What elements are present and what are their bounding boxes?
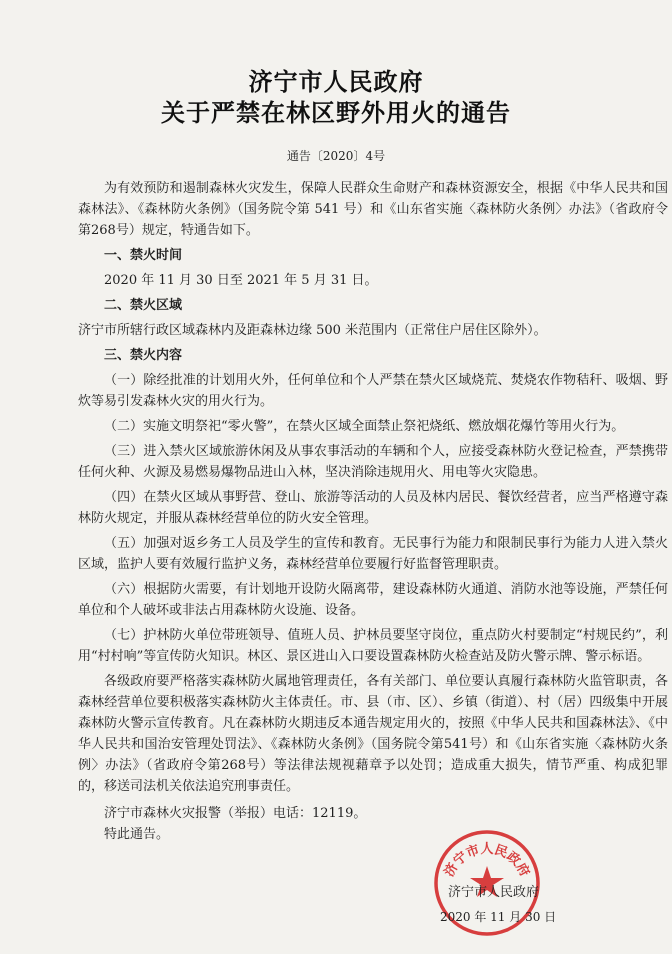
section-heading-area: 二、禁火区域 [104, 298, 183, 313]
content-item: （四）在禁火区域从事野营、登山、旅游等活动的人员及林内居民、餐饮经营者，应当严格遵守森林防火规定，并服从森林经营单位的防火安全管理。 [78, 490, 668, 526]
closing-paragraph: 各级政府要严格落实森林防火属地管理责任，各有关部门、单位要认真履行森林防火监管职责，各森林经营单位要积极落实森林防火主体责任。市、县（市、区）、乡镇（街道）、村（居）四级集中开展森林防火警示宣传教育。凡在森林防火期违反本通告规定用火的，按照《中华人民共和国森林法》、《中华人民共和国治安管理处罚法》、《森林防火条例》（国务院令第541号）和《山东省实施〈森林防火条例〉办法》（省政府令第268号）等法律法规视藉章予以处罚；造成重大损失，情节严重、构成犯罪的，移送司法机关依法追究刑事责任。 [78, 674, 668, 794]
intro-paragraph: 为有效预防和遏制森林火灾发生，保障人民群众生命财产和森林资源安全，根据《中华人民共和国森林法》、《森林防火条例》（国务院令第 541 号）和《山东省实施〈森林防火条例〉办法》（省政府令第268号）规定，特通告如下。 [78, 181, 668, 238]
content-item: （七）护林防火单位带班领导、值班人员、护林员要坚守岗位，重点防火村要制定“村规民约”，利用“村村响”等宣传防火知识。林区、景区进山入口要设置森林防火检查站及防火警示牌、警示标语。 [78, 628, 668, 664]
content-item: （二）实施文明祭祀“零火警”，在禁火区域全面禁止祭祀烧纸、燃放烟花爆竹等用火行为。 [104, 419, 625, 434]
hotline-text: 济宁市森林火灾报警（举报）电话：12119。 [104, 806, 367, 821]
section-text-area: 济宁市所辖行政区域森林内及距森林边缘 500 米范围内（正常住户居住区除外）。 [78, 323, 547, 338]
notice-body [78, 178, 668, 849]
seal-text: 济宁市人民政府 [441, 842, 533, 880]
content-item: （一）除经批准的计划用火外，任何单位和个人严禁在禁火区域烧荒、焚烧农作物秸秆、吸烟、野炊等易引发森林火灾的用火行为。 [78, 373, 668, 409]
title-line-2: 关于严禁在林区野外用火的通告 [161, 99, 511, 127]
content-item: （六）根据防火需要，有计划地开设防火隔离带，建设森林防火通道、消防水池等设施，严禁任何单位和个人破坏或非法占用森林防火设施、设备。 [78, 582, 668, 618]
content-item: （三）进入禁火区域旅游休闲及从事农事活动的车辆和个人，应接受森林防火登记检查，严禁携带任何火种、火源及易燃易爆物品进山入林，坚决消除违规用火、用电等火灾隐患。 [78, 444, 668, 480]
signature-date: 2020 年 11 月 30 日 [440, 910, 557, 924]
section-heading-time: 一、禁火时间 [104, 248, 183, 263]
document-number: 通告〔2020〕4号 [286, 149, 386, 163]
content-item: （五）加强对返乡务工人员及学生的宣传和教育。无民事行为能力和限制民事行为能力人进入禁火区域，监护人要有效履行监护义务，森林经营单位要履行好监督管理职责。 [78, 536, 668, 572]
section-heading-content: 三、禁火内容 [104, 348, 183, 363]
end-text: 特此通告。 [104, 827, 170, 842]
signature-organization: 济宁市人民政府 [448, 885, 540, 900]
section-text-time: 2020 年 11 月 30 日至 2021 年 5 月 31 日。 [104, 273, 378, 288]
title-line-1: 济宁市人民政府 [248, 68, 424, 96]
